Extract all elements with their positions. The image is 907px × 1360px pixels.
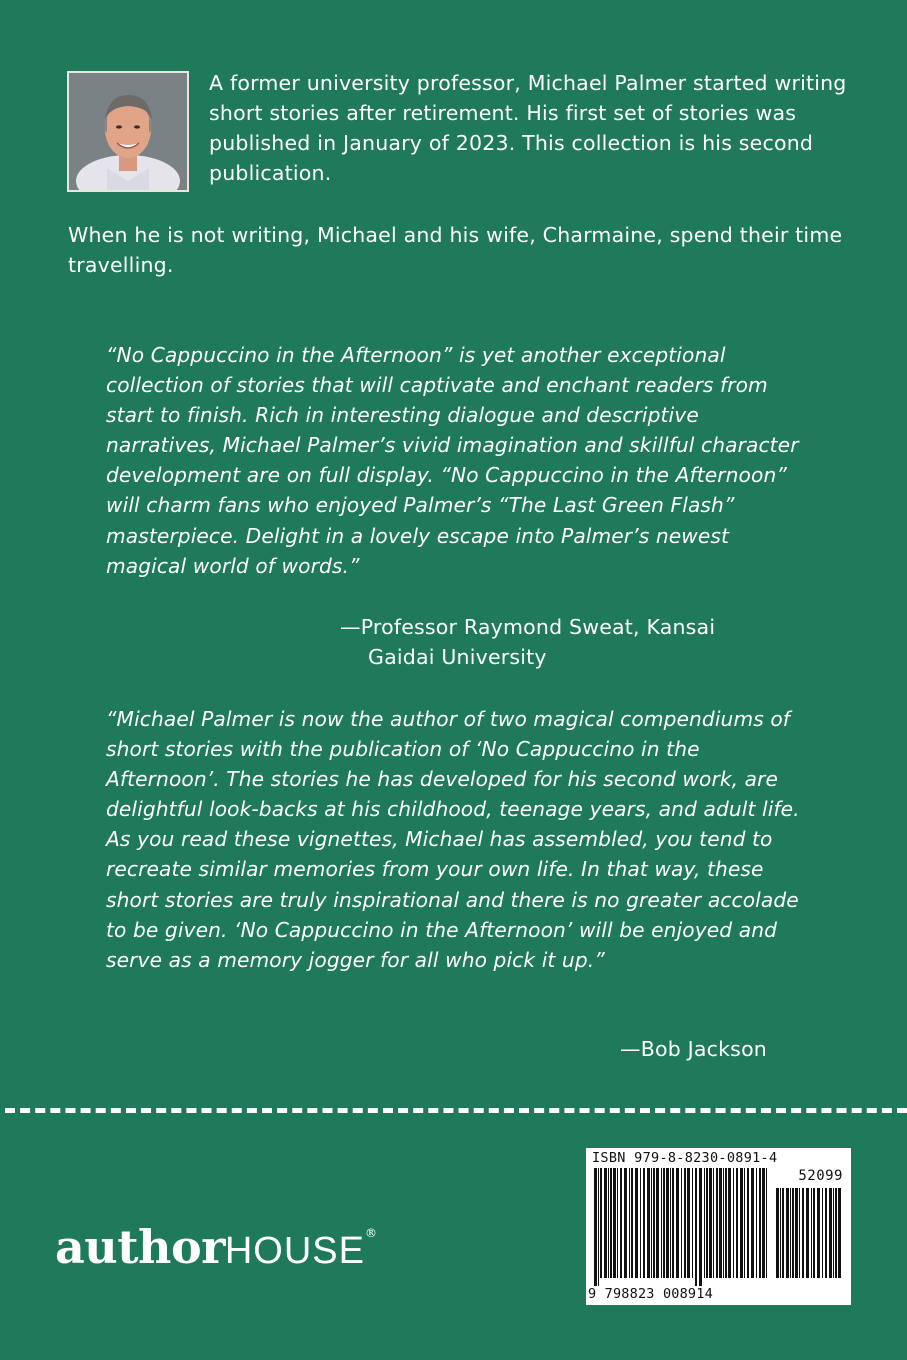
barcode-bar (744, 1168, 745, 1278)
publisher-logo (55, 1220, 377, 1280)
barcode-bar (631, 1168, 633, 1278)
isbn-label: ISBN 979-8-8230-0891-4 (592, 1150, 778, 1166)
author-bio-paragraph: A former university professor, Michael Palmer started writing short stories after retirement. His first set of stories was published in January of 2023. This collection is his second publication. (209, 71, 847, 185)
barcode-bar (663, 1168, 665, 1278)
review-attribution-2: —Bob Jackson (620, 1037, 768, 1061)
barcode-bar (608, 1168, 609, 1278)
barcode-bar (681, 1168, 682, 1278)
section-divider (5, 1108, 907, 1113)
barcode-bar (629, 1168, 630, 1278)
review-attribution-1-line1: —Professor Raymond Sweat, Kansai (340, 615, 716, 639)
barcode-bar (604, 1168, 607, 1278)
barcode-bar (598, 1168, 599, 1286)
barcode-bar (617, 1168, 618, 1278)
review-quote-2: “Michael Palmer is now the author of two magical compendiums of short stories with the publication of ‘No Cappuccino in the Afternoon’. The stories he has developed for his second work, are delightful look-backs at his childhood, teenage years, and adult life. As you read these vignettes, Michael has assembled, you tend to recreate similar memories from your own life. In that way, these short stories are truly inspirational and there is no greater accolade to be given. ‘No Cappuccino in the Afternoon’ will be enjoyed and serve as a memory jogger for all who pick it up.” (106, 707, 800, 972)
barcode-bar (759, 1168, 761, 1278)
barcode-bar (647, 1168, 650, 1278)
barcode-bar (723, 1168, 724, 1278)
registered-mark: ® (365, 1226, 377, 1240)
barcode-bar (782, 1188, 784, 1278)
barcode-bar (704, 1168, 705, 1278)
barcode-bar (825, 1188, 827, 1278)
barcode-bar (672, 1168, 674, 1278)
barcode-bar (613, 1168, 616, 1278)
barcode-bar (610, 1168, 612, 1278)
barcode-bar (661, 1168, 662, 1278)
barcode-bar (838, 1188, 841, 1278)
barcode-bar (719, 1168, 722, 1278)
barcode-bar (594, 1168, 597, 1286)
barcode-bar (716, 1168, 718, 1278)
barcode-bar (684, 1168, 686, 1278)
isbn-barcode (594, 1168, 770, 1286)
barcode-bar (709, 1168, 712, 1278)
barcode-bar (792, 1188, 794, 1278)
barcode-bar (699, 1168, 702, 1286)
barcode-bar (643, 1168, 645, 1278)
author-portrait-image (69, 73, 187, 190)
barcode-bar (790, 1188, 791, 1278)
price-code: 52099 (798, 1168, 843, 1184)
barcode-bar (733, 1168, 734, 1278)
barcode-box (586, 1148, 851, 1305)
barcode-bar (756, 1168, 757, 1278)
author-bio-paragraph-2: When he is not writing, Michael and his wife, Charmaine, spend their time travelling. (68, 223, 843, 277)
barcode-bar (692, 1168, 693, 1278)
barcode-bar (600, 1168, 602, 1278)
barcode-bar (695, 1168, 697, 1286)
barcode-bar (653, 1168, 655, 1278)
barcode-bar (776, 1188, 779, 1278)
barcode-bar (676, 1168, 679, 1278)
barcode-bar (835, 1188, 837, 1278)
barcode-bar (802, 1188, 804, 1278)
barcode-bar (795, 1188, 798, 1278)
barcode-bar (670, 1168, 671, 1278)
publisher-logo-author: author (55, 1220, 225, 1274)
barcode-bar (786, 1188, 789, 1278)
barcode-bar (713, 1168, 714, 1278)
barcode-bar (799, 1188, 800, 1278)
author-photo (67, 71, 189, 192)
barcode-bar (762, 1168, 765, 1278)
barcode-bar (656, 1168, 659, 1278)
barcode-bar (620, 1168, 622, 1278)
barcode-bar (725, 1168, 727, 1278)
barcode-bar (811, 1188, 812, 1278)
publisher-logo-house: HOUSE (224, 1230, 365, 1272)
barcode-bar (640, 1168, 641, 1278)
barcode-bar (822, 1188, 823, 1278)
barcode-bar (813, 1188, 815, 1278)
barcode-bar (833, 1188, 834, 1278)
barcode-bar (780, 1188, 781, 1278)
barcode-bar (651, 1168, 652, 1278)
barcode-bar (740, 1168, 743, 1278)
barcode-bar (736, 1168, 738, 1278)
barcode-bar (747, 1168, 749, 1278)
barcode-bar (766, 1168, 767, 1278)
barcode-bar (706, 1168, 708, 1278)
barcode-bar (728, 1168, 731, 1278)
barcode-bar (829, 1188, 832, 1278)
barcode-bar (751, 1168, 754, 1278)
barcode-bar (817, 1188, 820, 1278)
price-barcode (776, 1188, 842, 1286)
barcode-bar (635, 1168, 638, 1278)
barcode-bar (624, 1168, 627, 1278)
barcode-bar (687, 1168, 690, 1278)
barcode-bar (806, 1188, 809, 1278)
review-attribution-1 (340, 612, 810, 672)
review-attribution-1-line2: Gaidai University (368, 645, 547, 669)
ean-digits: 9 798823 008914 (588, 1286, 713, 1302)
review-quote-1: “No Cappuccino in the Afternoon” is yet another exceptional collection of stories that will captivate and enchant readers from start to finish. Rich in interesting dialogue and descriptive narratives, Michael Palmer’s vivid imagination and skillful character development are on full display. “No Cappuccino in the Afternoon” will charm fans who enjoyed Palmer’s “The Last Green Flash” masterpiece. Delight in a lovely escape into Palmer’s newest magical world of words.” (106, 343, 799, 578)
barcode-bar (666, 1168, 669, 1278)
